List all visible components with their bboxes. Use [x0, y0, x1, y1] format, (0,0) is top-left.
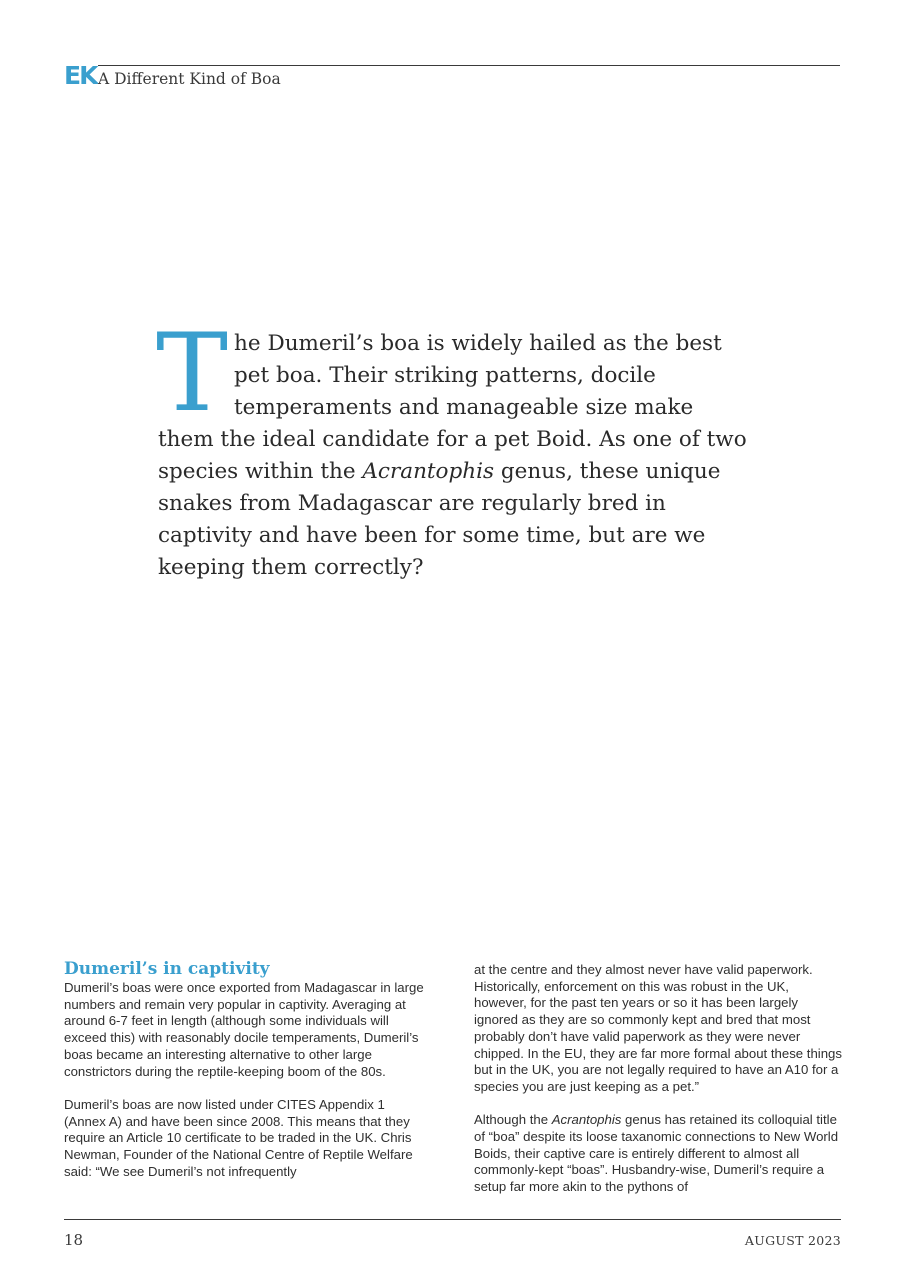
- lead-text-before: he Dumeril’s boa is widely hailed as the best pet boa. Their striking patterns, docile temperaments and manageable size make them the ideal candidate for a pet Boid. As one of two species within the: [158, 331, 747, 484]
- body-column-left: [64, 958, 424, 1197]
- body-paragraph: Dumeril’s boas were once exported from Madagascar in large numbers and remain very popular in captivity. Averaging at around 6-7 feet in length (although some individuals will exceed this) with reasonably docile temperaments, Dumeril’s boas became an interesting alternative to other large constrictors during the reptile-keeping boom of the 80s.: [64, 980, 424, 1079]
- issue-date: AUGUST 2023: [744, 1233, 841, 1248]
- body-paragraph: Dumeril’s boas are now listed under CITES Appendix 1 (Annex A) and have been since 2008. This means that they require an Article 10 certificate to be traded in the UK. Chris Newman, Founder of the National Centre of Reptile Welfare said: “We see Dumeril’s not infrequently: [64, 1096, 413, 1179]
- section-heading: Dumeril’s in captivity: [64, 959, 270, 979]
- magazine-logo: EK: [64, 61, 97, 90]
- drop-cap: T: [156, 311, 229, 436]
- body-column-right: [474, 962, 844, 1213]
- page-number: 18: [64, 1231, 84, 1249]
- lead-paragraph: [156, 311, 748, 584]
- paragraph-text-after: genus has retained its colloquial title of “boa” despite its loose taxanomic connections to New World Boids, their captive care is entirely different to almost all commonly-kept “boas”. Husbandry-wise, Dumeril’s require a setup far more akin to the pythons of: [474, 1112, 839, 1195]
- lead-genus: Acrantophis: [362, 459, 495, 484]
- body-paragraph: at the centre and they almost never have valid paperwork. Historically, enforcement on this was robust in the UK, however, for the past ten years or so it has been largely ignored as they are so commonly kept and bred that most probably don’t have valid paperwork as they were never chipped. In the EU, they are far more formal about these things but in the UK, you are not legally required to have an A10 for a species you are just keeping as a pet.”: [474, 962, 842, 1094]
- paragraph-text-before: Although the: [474, 1112, 552, 1128]
- lead-text-after: genus, these unique snakes from Madagascar are regularly bred in captivity and have been for some time, but are we keeping them correctly?: [158, 459, 721, 580]
- running-title: A Different Kind of Boa: [98, 70, 281, 88]
- header-rule: [98, 65, 840, 66]
- footer-rule: [64, 1219, 841, 1220]
- body-paragraph: [474, 1112, 844, 1196]
- genus-name: Acrantophis: [551, 1112, 622, 1128]
